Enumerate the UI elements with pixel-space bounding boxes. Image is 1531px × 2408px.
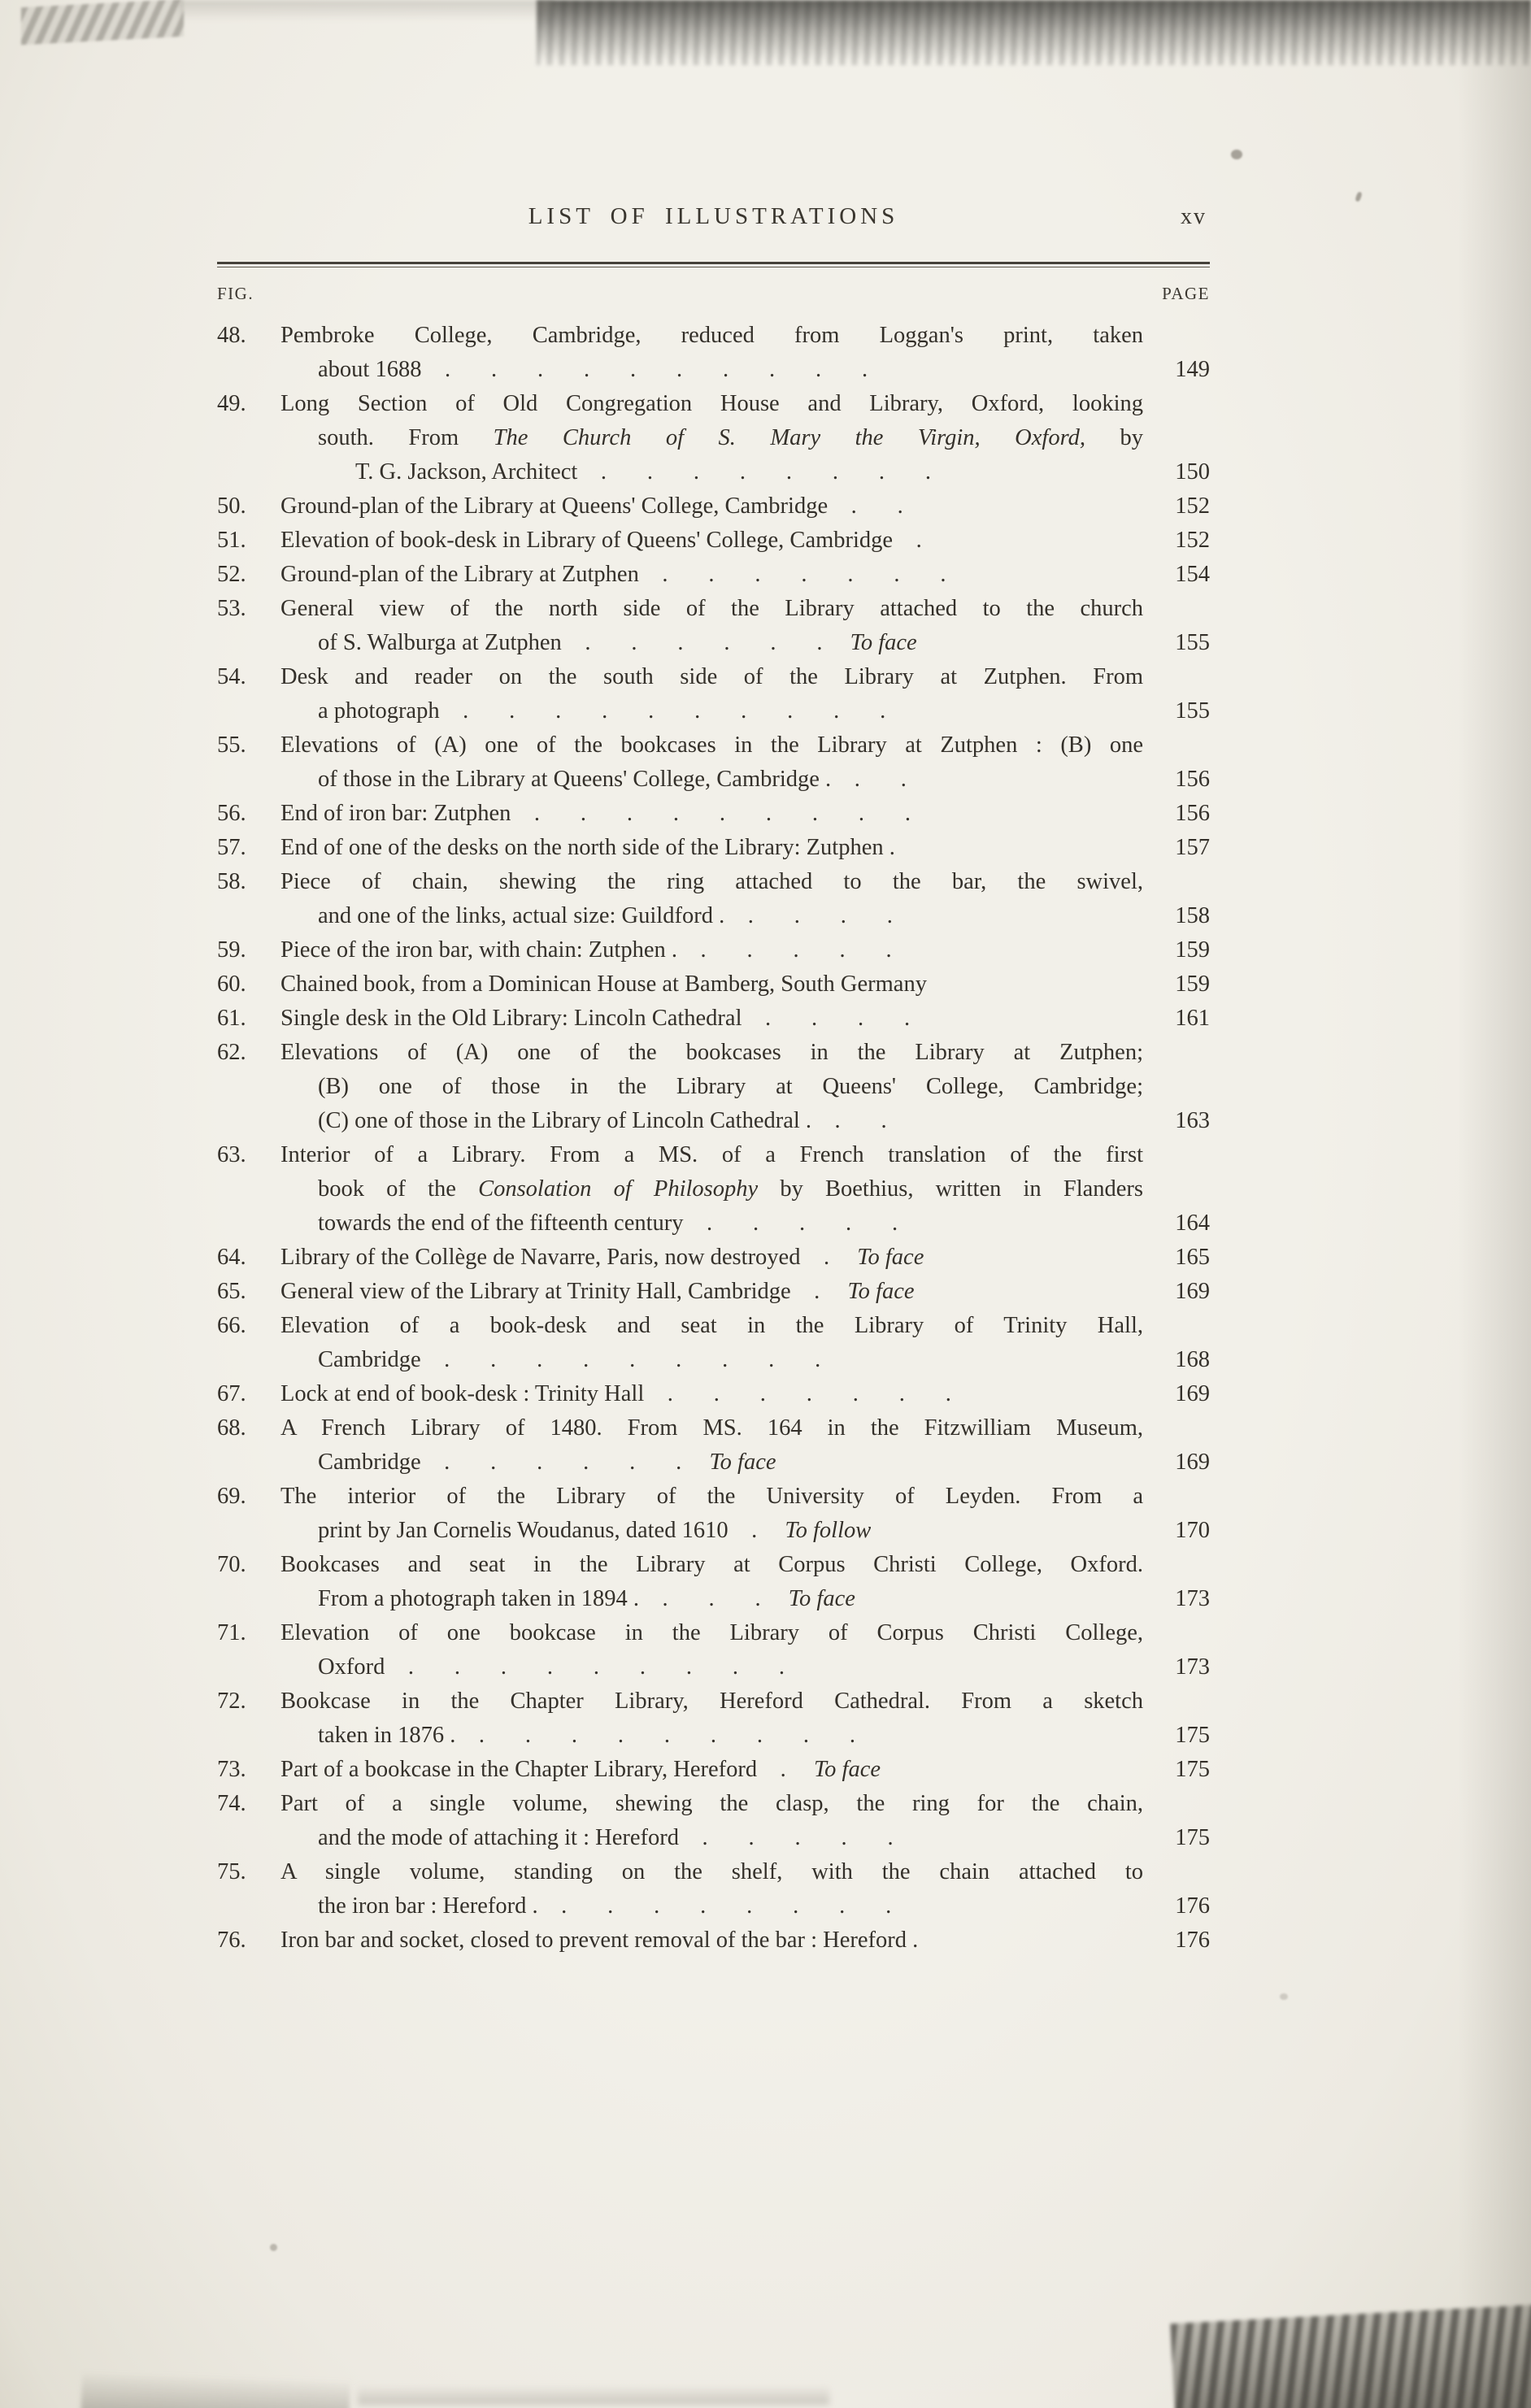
line-text bbox=[281, 1036, 1153, 1070]
text-segment: a photograph bbox=[318, 698, 440, 724]
text-segment: A single volume, standing on the shelf, with the chain attached to bbox=[281, 1859, 1143, 1884]
leader-dots: . . . . . . . . . . bbox=[463, 698, 886, 724]
text-segment: Library of the Collège de Navarre, Paris, now destroyed bbox=[281, 1245, 801, 1270]
figure-number: 72. bbox=[217, 1689, 246, 1714]
figure-number: 53. bbox=[217, 596, 246, 621]
line-text bbox=[281, 933, 1153, 967]
line-text bbox=[281, 1480, 1153, 1514]
text-segment: and the mode of attaching it : Hereford bbox=[318, 1825, 679, 1850]
text-segment: Consolation of Philosophy bbox=[478, 1176, 759, 1202]
scan-speck bbox=[1355, 191, 1363, 202]
list-line bbox=[217, 1445, 1210, 1480]
list-line bbox=[217, 728, 1210, 763]
leader-dots: . . . . . . . . . bbox=[444, 1347, 821, 1372]
text-segment: (C) one of those in the Library of Lincoln Cathedral . bbox=[318, 1108, 812, 1133]
figure-number: 66. bbox=[217, 1313, 246, 1338]
scan-shadow-right-edge bbox=[1458, 0, 1531, 2408]
list-line bbox=[217, 319, 1210, 353]
list-line bbox=[217, 1138, 1210, 1172]
text-segment: Bookcases and seat in the Library at Corpus Christi College, Oxford. bbox=[281, 1552, 1143, 1577]
page-number: 163 bbox=[1175, 1108, 1210, 1133]
text-segment: From a photograph taken in 1894 . bbox=[318, 1586, 639, 1611]
facing-note: To face bbox=[850, 630, 917, 655]
text-segment: Elevations of (A) one of the bookcases in the Library at Zutphen : (B) one bbox=[281, 732, 1143, 758]
leader-dots: . . . . bbox=[765, 1006, 911, 1031]
text-segment: Desk and reader on the south side of the Library at Zutphen. From bbox=[281, 664, 1143, 689]
leader-dots: . . . . . bbox=[702, 1825, 894, 1850]
list-line bbox=[217, 1241, 1210, 1275]
line-text bbox=[281, 763, 1153, 797]
text-segment: Oxford bbox=[318, 1654, 385, 1680]
list-line bbox=[217, 1172, 1210, 1206]
list-line bbox=[217, 1582, 1210, 1616]
scan-speck bbox=[1280, 1993, 1288, 2000]
text-segment: taken in 1876 . bbox=[318, 1723, 456, 1748]
text-segment: Chained book, from a Dominican House at Bamberg, South Germany bbox=[281, 971, 927, 997]
figure-number bbox=[217, 1206, 281, 1241]
page-number bbox=[1153, 1616, 1210, 1650]
list-line bbox=[217, 933, 1210, 967]
figure-number bbox=[217, 899, 281, 933]
list-line bbox=[217, 626, 1210, 660]
page-number: 176 bbox=[1175, 1893, 1210, 1919]
scan-artifact-top-left bbox=[21, 0, 184, 45]
line-text bbox=[281, 1582, 1153, 1616]
line-text bbox=[281, 660, 1153, 694]
figure-number: 68. bbox=[217, 1415, 246, 1441]
figure-number: 67. bbox=[217, 1381, 246, 1406]
page-number bbox=[1153, 1855, 1210, 1889]
folio-page-number: xv bbox=[1181, 204, 1207, 229]
line-text bbox=[281, 831, 1153, 865]
page-number: 154 bbox=[1175, 562, 1210, 587]
list-line bbox=[217, 558, 1210, 592]
page-number bbox=[1153, 1036, 1210, 1070]
line-text bbox=[281, 387, 1153, 421]
page-number: 158 bbox=[1175, 903, 1210, 928]
running-title: LIST OF ILLUSTRATIONS bbox=[528, 203, 899, 229]
text-segment: Piece of chain, shewing the ring attached to the bar, the swivel, bbox=[281, 869, 1143, 894]
figure-number bbox=[217, 455, 281, 489]
figure-number: 76. bbox=[217, 1928, 246, 1953]
facing-note: To face bbox=[813, 1757, 881, 1782]
page-number: 161 bbox=[1175, 1006, 1210, 1031]
leader-dots: . . bbox=[854, 767, 907, 792]
list-line bbox=[217, 1650, 1210, 1684]
figure-number: 51. bbox=[217, 528, 246, 553]
line-text bbox=[281, 967, 1153, 1002]
leader-dots: . bbox=[814, 1279, 820, 1304]
list-line bbox=[217, 1719, 1210, 1753]
list-line bbox=[217, 865, 1210, 899]
list-line bbox=[217, 1548, 1210, 1582]
list-line bbox=[217, 489, 1210, 524]
leader-dots: . . . . . . . . bbox=[600, 459, 931, 485]
figure-number bbox=[217, 1172, 281, 1206]
list-line bbox=[217, 1616, 1210, 1650]
line-text bbox=[281, 1377, 1153, 1411]
figure-number: 71. bbox=[217, 1620, 246, 1645]
list-line bbox=[217, 592, 1210, 626]
list-line bbox=[217, 1923, 1210, 1958]
list-line bbox=[217, 831, 1210, 865]
figure-number: 55. bbox=[217, 732, 246, 758]
page-number: 164 bbox=[1175, 1211, 1210, 1236]
list-line bbox=[217, 1889, 1210, 1923]
list-line bbox=[217, 1070, 1210, 1104]
line-text bbox=[281, 1309, 1153, 1343]
page-number: 157 bbox=[1175, 835, 1210, 860]
list-line bbox=[217, 694, 1210, 728]
text-segment: by bbox=[1085, 425, 1143, 450]
line-text bbox=[281, 865, 1153, 899]
page-number: 175 bbox=[1175, 1825, 1210, 1850]
text-segment: Interior of a Library. From a MS. of a French translation of the first bbox=[281, 1142, 1143, 1167]
figure-number: 54. bbox=[217, 664, 246, 689]
line-text bbox=[281, 899, 1153, 933]
illustrations-list bbox=[217, 319, 1210, 1958]
header-rule bbox=[217, 262, 1210, 267]
scan-artifact-bottom-left bbox=[80, 2371, 350, 2408]
leader-dots: . . . bbox=[662, 1586, 761, 1611]
page-number bbox=[1153, 660, 1210, 694]
page-number: 173 bbox=[1175, 1654, 1210, 1680]
figure-number bbox=[217, 1445, 281, 1480]
facing-note: To face bbox=[857, 1245, 924, 1270]
line-text bbox=[281, 1650, 1153, 1684]
page-header bbox=[217, 203, 1210, 241]
leader-dots: . . . . . . . bbox=[667, 1381, 951, 1406]
list-line bbox=[217, 797, 1210, 831]
leader-dots: . bbox=[823, 1245, 830, 1270]
leader-dots: . bbox=[751, 1518, 758, 1543]
line-text bbox=[281, 626, 1153, 660]
column-headers bbox=[217, 284, 1210, 304]
page-number bbox=[1153, 1172, 1210, 1206]
list-line bbox=[217, 1309, 1210, 1343]
list-line bbox=[217, 387, 1210, 421]
text-segment: Cambridge bbox=[318, 1347, 421, 1372]
page-number bbox=[1153, 1787, 1210, 1821]
text-segment: The Church of S. Mary the Virgin, Oxford, bbox=[493, 425, 1085, 450]
line-text bbox=[281, 319, 1153, 353]
figure-number: 61. bbox=[217, 1006, 246, 1031]
page-number: 169 bbox=[1175, 1450, 1210, 1475]
leader-dots: . . bbox=[834, 1108, 887, 1133]
line-text bbox=[281, 1411, 1153, 1445]
line-text bbox=[281, 1514, 1153, 1548]
page-number bbox=[1153, 1070, 1210, 1104]
list-line bbox=[217, 1036, 1210, 1070]
line-text bbox=[281, 1719, 1153, 1753]
text-segment: Iron bar and socket, closed to prevent removal of the bar : Hereford . bbox=[281, 1928, 919, 1953]
facing-note: To follow bbox=[785, 1518, 872, 1543]
page-number bbox=[1153, 728, 1210, 763]
figure-number: 59. bbox=[217, 937, 246, 963]
leader-dots: . . . . bbox=[747, 903, 893, 928]
line-text bbox=[281, 1275, 1153, 1309]
leader-dots: . . . . . bbox=[707, 1211, 898, 1236]
figure-number bbox=[217, 626, 281, 660]
page-number bbox=[1153, 1684, 1210, 1719]
list-line bbox=[217, 421, 1210, 455]
scan-artifact-bottom-right bbox=[1170, 2304, 1531, 2408]
text-segment: and one of the links, actual size: Guildford . bbox=[318, 903, 725, 928]
scan-artifact-top-middle bbox=[179, 0, 553, 21]
leader-dots: . . . . . . . bbox=[662, 562, 946, 587]
facing-note: To face bbox=[788, 1586, 855, 1611]
figure-number bbox=[217, 694, 281, 728]
list-line bbox=[217, 1514, 1210, 1548]
list-line bbox=[217, 1002, 1210, 1036]
line-text bbox=[281, 1104, 1153, 1138]
line-text bbox=[281, 1616, 1153, 1650]
figure-number: 62. bbox=[217, 1040, 246, 1065]
text-segment: Bookcase in the Chapter Library, Hereford Cathedral. From a sketch bbox=[281, 1689, 1143, 1714]
figure-number: 56. bbox=[217, 801, 246, 826]
figure-number: 57. bbox=[217, 835, 246, 860]
line-text bbox=[281, 1172, 1153, 1206]
text-segment: the iron bar : Hereford . bbox=[318, 1893, 538, 1919]
line-text bbox=[281, 1923, 1153, 1958]
figure-number bbox=[217, 1070, 281, 1104]
text-segment: The interior of the Library of the University of Leyden. From a bbox=[281, 1484, 1143, 1509]
text-segment: of S. Walburga at Zutphen bbox=[318, 630, 562, 655]
text-segment: Long Section of Old Congregation House and Library, Oxford, looking bbox=[281, 391, 1143, 416]
page-number: 168 bbox=[1175, 1347, 1210, 1372]
page-number: 175 bbox=[1175, 1723, 1210, 1748]
leader-dots: . . . . . . . . . bbox=[478, 1723, 856, 1748]
line-text bbox=[281, 728, 1153, 763]
figure-number: 58. bbox=[217, 869, 246, 894]
text-segment: Part of a bookcase in the Chapter Library, Hereford bbox=[281, 1757, 758, 1782]
list-line bbox=[217, 455, 1210, 489]
page-number bbox=[1153, 1309, 1210, 1343]
figure-number bbox=[217, 1104, 281, 1138]
page-number: 152 bbox=[1175, 528, 1210, 553]
figure-number: 69. bbox=[217, 1484, 246, 1509]
line-text bbox=[281, 489, 1153, 524]
text-segment: Elevation of a book-desk and seat in the Library of Trinity Hall, bbox=[281, 1313, 1143, 1338]
line-text bbox=[281, 1070, 1153, 1104]
text-segment: of those in the Library at Queens' College, Cambridge . bbox=[318, 767, 832, 792]
page-number bbox=[1153, 1138, 1210, 1172]
list-line bbox=[217, 967, 1210, 1002]
text-segment: End of one of the desks on the north side of the Library: Zutphen . bbox=[281, 835, 895, 860]
page-number: 165 bbox=[1175, 1245, 1210, 1270]
page-number: 155 bbox=[1175, 630, 1210, 655]
text-segment: Lock at end of book-desk : Trinity Hall bbox=[281, 1381, 645, 1406]
figure-number: 75. bbox=[217, 1859, 246, 1884]
text-segment: General view of the Library at Trinity Hall, Cambridge bbox=[281, 1279, 791, 1304]
line-text bbox=[281, 1821, 1153, 1855]
line-text bbox=[281, 1343, 1153, 1377]
text-segment: End of iron bar: Zutphen bbox=[281, 801, 511, 826]
page-number: 156 bbox=[1175, 767, 1210, 792]
figure-number: 48. bbox=[217, 323, 246, 348]
list-line bbox=[217, 1411, 1210, 1445]
list-line bbox=[217, 1275, 1210, 1309]
text-segment: by Boethius, written in Flanders bbox=[758, 1176, 1143, 1202]
list-line bbox=[217, 1787, 1210, 1821]
text-segment: Ground-plan of the Library at Zutphen bbox=[281, 562, 639, 587]
list-line bbox=[217, 1684, 1210, 1719]
figure-number: 49. bbox=[217, 391, 246, 416]
list-line bbox=[217, 1343, 1210, 1377]
page-number: 156 bbox=[1175, 801, 1210, 826]
line-text bbox=[281, 1206, 1153, 1241]
text-segment: book of the bbox=[318, 1176, 479, 1202]
page-number: 169 bbox=[1175, 1279, 1210, 1304]
text-segment: print by Jan Cornelis Woudanus, dated 1610 bbox=[318, 1518, 729, 1543]
line-text bbox=[281, 1138, 1153, 1172]
text-segment: about 1688 bbox=[318, 357, 422, 382]
list-line bbox=[217, 1821, 1210, 1855]
figure-number bbox=[217, 1821, 281, 1855]
leader-dots: . . . . . . bbox=[585, 630, 823, 655]
figure-number bbox=[217, 763, 281, 797]
page-column-label: PAGE bbox=[1162, 284, 1210, 303]
page-number: 159 bbox=[1175, 971, 1210, 997]
text-segment: T. G. Jackson, Architect bbox=[355, 459, 578, 485]
fig-column-label: FIG. bbox=[217, 284, 254, 303]
page-number: 150 bbox=[1175, 459, 1210, 485]
line-text bbox=[281, 1753, 1153, 1787]
page-number bbox=[1153, 387, 1210, 421]
list-line bbox=[217, 524, 1210, 558]
leader-dots: . . . . . . bbox=[444, 1450, 682, 1475]
line-text bbox=[281, 694, 1153, 728]
text-segment: A French Library of 1480. From MS. 164 in the Fitzwilliam Museum, bbox=[281, 1415, 1143, 1441]
figure-number bbox=[217, 1343, 281, 1377]
text-segment: Part of a single volume, shewing the clasp, the ring for the chain, bbox=[281, 1791, 1143, 1816]
text-segment: south. From bbox=[318, 425, 494, 450]
figure-number bbox=[217, 1719, 281, 1753]
page-number: 170 bbox=[1175, 1518, 1210, 1543]
list-line bbox=[217, 899, 1210, 933]
page-number bbox=[1153, 1411, 1210, 1445]
leader-dots: . . . . . . . . bbox=[561, 1893, 892, 1919]
scan-artifact-bottom-middle bbox=[358, 2385, 829, 2405]
page-content bbox=[217, 203, 1210, 1958]
leader-dots: . bbox=[780, 1757, 786, 1782]
text-segment: Elevation of one bookcase in the Library of Corpus Christi College, bbox=[281, 1620, 1143, 1645]
text-segment: Ground-plan of the Library at Queens' College, Cambridge bbox=[281, 493, 829, 519]
text-segment: Elevation of book-desk in Library of Queens' College, Cambridge bbox=[281, 528, 894, 553]
page-number: 152 bbox=[1175, 493, 1210, 519]
figure-number bbox=[217, 1582, 281, 1616]
text-segment: Elevations of (A) one of the bookcases in the Library at Zutphen; bbox=[281, 1040, 1143, 1065]
figure-number bbox=[217, 1889, 281, 1923]
page-number: 159 bbox=[1175, 937, 1210, 963]
list-line bbox=[217, 660, 1210, 694]
list-line bbox=[217, 353, 1210, 387]
line-text bbox=[281, 1548, 1153, 1582]
page-number: 169 bbox=[1175, 1381, 1210, 1406]
figure-number: 60. bbox=[217, 971, 246, 997]
figure-number: 74. bbox=[217, 1791, 246, 1816]
leader-dots: . . . . . bbox=[700, 937, 892, 963]
text-segment: Pembroke College, Cambridge, reduced from Loggan's print, taken bbox=[281, 323, 1143, 348]
line-text bbox=[281, 455, 1153, 489]
list-line bbox=[217, 1855, 1210, 1889]
line-text bbox=[281, 1787, 1153, 1821]
page-number bbox=[1153, 319, 1210, 353]
page-number bbox=[1153, 592, 1210, 626]
page-number bbox=[1153, 865, 1210, 899]
figure-number bbox=[217, 1514, 281, 1548]
list-line bbox=[217, 1753, 1210, 1787]
scan-speck bbox=[1231, 150, 1242, 159]
leader-dots: . . bbox=[850, 493, 903, 519]
figure-number: 52. bbox=[217, 562, 246, 587]
line-text bbox=[281, 353, 1153, 387]
figure-number bbox=[217, 353, 281, 387]
line-text bbox=[281, 592, 1153, 626]
leader-dots: . . . . . . . . . . bbox=[444, 357, 868, 382]
facing-note: To face bbox=[709, 1450, 776, 1475]
figure-number: 50. bbox=[217, 493, 246, 519]
page-number: 155 bbox=[1175, 698, 1210, 724]
list-line bbox=[217, 763, 1210, 797]
figure-number: 70. bbox=[217, 1552, 246, 1577]
line-text bbox=[281, 1241, 1153, 1275]
leader-dots: . . . . . . . . . bbox=[407, 1654, 785, 1680]
text-segment: General view of the north side of the Library attached to the church bbox=[281, 596, 1143, 621]
text-segment: towards the end of the fifteenth century bbox=[318, 1211, 684, 1236]
leader-dots: . bbox=[916, 528, 922, 553]
text-segment: Piece of the iron bar, with chain: Zutphen . bbox=[281, 937, 677, 963]
scan-artifact-top-right bbox=[537, 0, 1531, 65]
line-text bbox=[281, 558, 1153, 592]
page-number: 173 bbox=[1175, 1586, 1210, 1611]
page-number: 175 bbox=[1175, 1757, 1210, 1782]
leader-dots: . . . . . . . . . bbox=[533, 801, 911, 826]
line-text bbox=[281, 1002, 1153, 1036]
page-number: 176 bbox=[1175, 1928, 1210, 1953]
list-line bbox=[217, 1104, 1210, 1138]
scan-speck bbox=[270, 2244, 277, 2251]
figure-number: 63. bbox=[217, 1142, 246, 1167]
page-number bbox=[1153, 1548, 1210, 1582]
facing-note: To face bbox=[847, 1279, 915, 1304]
line-text bbox=[281, 797, 1153, 831]
list-line bbox=[217, 1377, 1210, 1411]
line-text bbox=[281, 1684, 1153, 1719]
list-line bbox=[217, 1480, 1210, 1514]
figure-number bbox=[217, 421, 281, 455]
line-text bbox=[281, 1445, 1153, 1480]
text-segment: (B) one of those in the Library at Queens' College, Cambridge; bbox=[318, 1074, 1143, 1099]
line-text bbox=[281, 1889, 1153, 1923]
line-text bbox=[281, 524, 1153, 558]
line-text bbox=[281, 421, 1153, 455]
figure-number: 73. bbox=[217, 1757, 246, 1782]
figure-number: 64. bbox=[217, 1245, 246, 1270]
page-number: 149 bbox=[1175, 357, 1210, 382]
figure-number bbox=[217, 1650, 281, 1684]
text-segment: Cambridge bbox=[318, 1450, 421, 1475]
page-number bbox=[1153, 421, 1210, 455]
page-number bbox=[1153, 1480, 1210, 1514]
text-segment: Single desk in the Old Library: Lincoln Cathedral bbox=[281, 1006, 742, 1031]
figure-number: 65. bbox=[217, 1279, 246, 1304]
line-text bbox=[281, 1855, 1153, 1889]
list-line bbox=[217, 1206, 1210, 1241]
